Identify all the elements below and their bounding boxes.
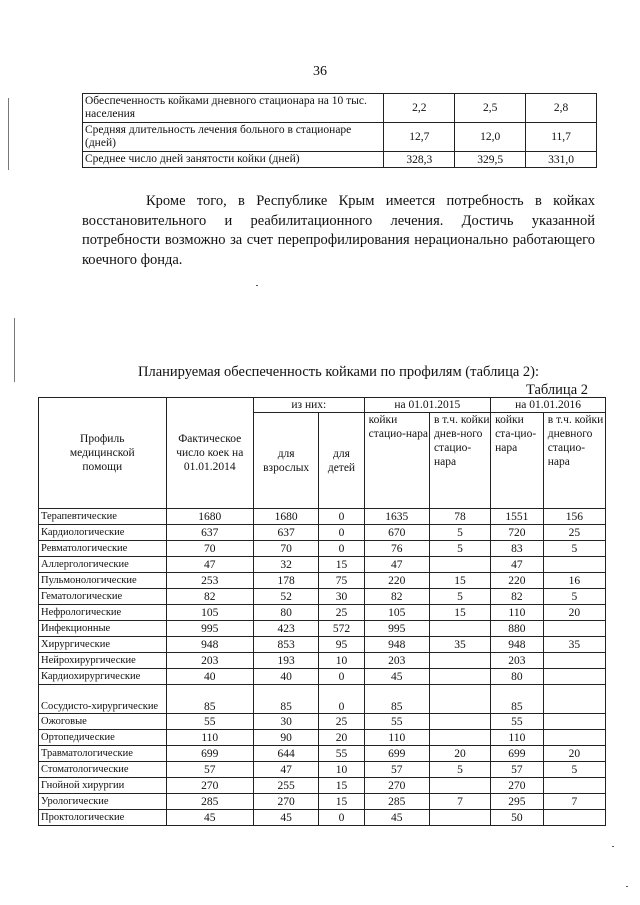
margin-scan-line xyxy=(14,318,15,382)
actual-beds-cell: 110 xyxy=(166,730,253,746)
hosp-2015-cell: 45 xyxy=(364,810,429,826)
day-2016-cell xyxy=(543,778,605,794)
summary-value: 328,3 xyxy=(384,152,455,168)
hosp-2016-cell: 57 xyxy=(491,762,544,778)
adult-beds-cell: 52 xyxy=(253,589,318,605)
day-2015-cell: 5 xyxy=(429,541,490,557)
hosp-2015-cell: 203 xyxy=(364,653,429,669)
day-2015-cell: 15 xyxy=(429,605,490,621)
table-row xyxy=(39,589,606,605)
child-beds-cell: 0 xyxy=(319,669,364,685)
table-row xyxy=(39,746,606,762)
summary-value: 12,7 xyxy=(384,123,455,152)
summary-value: 2,8 xyxy=(526,94,597,123)
actual-beds-cell: 45 xyxy=(166,810,253,826)
child-beds-cell: 572 xyxy=(319,621,364,637)
day-2015-cell: 7 xyxy=(429,794,490,810)
adult-beds-cell: 90 xyxy=(253,730,318,746)
table-row xyxy=(39,685,606,714)
day-2016-cell xyxy=(543,685,605,714)
actual-beds-cell: 82 xyxy=(166,589,253,605)
header-day-beds-2015: в т.ч. койки днев-ного стацио-нара xyxy=(429,413,490,509)
hosp-2016-cell: 1551 xyxy=(491,509,544,525)
actual-beds-cell: 948 xyxy=(166,637,253,653)
profile-cell: Нефрологические xyxy=(39,605,167,621)
table-row xyxy=(39,621,606,637)
adult-beds-cell: 1680 xyxy=(253,509,318,525)
adult-beds-cell: 423 xyxy=(253,621,318,637)
day-2016-cell: 5 xyxy=(543,589,605,605)
day-2016-cell xyxy=(543,669,605,685)
summary-label: Средняя длительность лечения больного в стационаре (дней) xyxy=(83,123,384,152)
hosp-2015-cell: 220 xyxy=(364,573,429,589)
hosp-2016-cell: 203 xyxy=(491,653,544,669)
adult-beds-cell: 255 xyxy=(253,778,318,794)
header-hosp-beds-2016: койки ста-цио-нара xyxy=(491,413,544,509)
day-2015-cell xyxy=(429,810,490,826)
hosp-2016-cell: 110 xyxy=(491,730,544,746)
child-beds-cell: 25 xyxy=(319,605,364,621)
adult-beds-cell: 45 xyxy=(253,810,318,826)
actual-beds-cell: 253 xyxy=(166,573,253,589)
day-2015-cell: 78 xyxy=(429,509,490,525)
day-2015-cell xyxy=(429,730,490,746)
adult-beds-cell: 47 xyxy=(253,762,318,778)
table-row xyxy=(39,653,606,669)
hosp-2015-cell: 1635 xyxy=(364,509,429,525)
hosp-2016-cell: 270 xyxy=(491,778,544,794)
day-2016-cell xyxy=(543,653,605,669)
profile-cell: Травматологические xyxy=(39,746,167,762)
child-beds-cell: 0 xyxy=(319,525,364,541)
day-2016-cell: 156 xyxy=(543,509,605,525)
table-row xyxy=(39,525,606,541)
adult-beds-cell: 40 xyxy=(253,669,318,685)
page-number: 36 xyxy=(313,64,327,79)
hosp-2015-cell: 110 xyxy=(364,730,429,746)
hosp-2015-cell: 55 xyxy=(364,714,429,730)
summary-value: 12,0 xyxy=(455,123,526,152)
profile-cell: Инфекционные xyxy=(39,621,167,637)
hosp-2016-cell: 295 xyxy=(491,794,544,810)
actual-beds-cell: 995 xyxy=(166,621,253,637)
profile-cell: Урологические xyxy=(39,794,167,810)
hosp-2016-cell: 85 xyxy=(491,685,544,714)
hosp-2015-cell: 85 xyxy=(364,685,429,714)
profile-cell: Нейрохирургические xyxy=(39,653,167,669)
hosp-2016-cell: 948 xyxy=(491,637,544,653)
table-row xyxy=(39,762,606,778)
summary-value: 11,7 xyxy=(526,123,597,152)
scan-dot xyxy=(626,886,628,887)
child-beds-cell: 30 xyxy=(319,589,364,605)
hosp-2016-cell: 720 xyxy=(491,525,544,541)
hosp-2016-cell: 83 xyxy=(491,541,544,557)
hosp-2016-cell: 47 xyxy=(491,557,544,573)
hosp-2016-cell: 80 xyxy=(491,669,544,685)
margin-scan-line xyxy=(8,98,9,170)
header-day-beds-2016: в т.ч. койки дневного стацио-нара xyxy=(543,413,605,509)
summary-row xyxy=(83,94,597,123)
adult-beds-cell: 637 xyxy=(253,525,318,541)
hosp-2016-cell: 220 xyxy=(491,573,544,589)
day-2016-cell xyxy=(543,730,605,746)
hosp-2016-cell: 50 xyxy=(491,810,544,826)
summary-value: 331,0 xyxy=(526,152,597,168)
actual-beds-cell: 85 xyxy=(166,685,253,714)
header-actual: Фактическое число коек на 01.01.2014 xyxy=(166,398,253,509)
day-2016-cell: 20 xyxy=(543,746,605,762)
adult-beds-cell: 85 xyxy=(253,685,318,714)
summary-table xyxy=(82,93,597,168)
header-of-which: из них: xyxy=(253,398,364,413)
day-2015-cell xyxy=(429,621,490,637)
summary-value: 329,5 xyxy=(455,152,526,168)
hosp-2015-cell: 995 xyxy=(364,621,429,637)
summary-value: 2,5 xyxy=(455,94,526,123)
day-2016-cell xyxy=(543,621,605,637)
actual-beds-cell: 40 xyxy=(166,669,253,685)
table-row xyxy=(39,778,606,794)
table-row xyxy=(39,557,606,573)
profile-cell: Кардиохирургические xyxy=(39,669,167,685)
hosp-2015-cell: 47 xyxy=(364,557,429,573)
day-2016-cell: 20 xyxy=(543,605,605,621)
adult-beds-cell: 80 xyxy=(253,605,318,621)
child-beds-cell: 15 xyxy=(319,794,364,810)
day-2016-cell xyxy=(543,557,605,573)
day-2015-cell: 5 xyxy=(429,589,490,605)
day-2016-cell: 35 xyxy=(543,637,605,653)
hosp-2016-cell: 82 xyxy=(491,589,544,605)
hosp-2015-cell: 105 xyxy=(364,605,429,621)
profile-cell: Ревматологические xyxy=(39,541,167,557)
adult-beds-cell: 193 xyxy=(253,653,318,669)
hosp-2015-cell: 57 xyxy=(364,762,429,778)
day-2015-cell xyxy=(429,685,490,714)
table-row xyxy=(39,509,606,525)
actual-beds-cell: 105 xyxy=(166,605,253,621)
hosp-2015-cell: 45 xyxy=(364,669,429,685)
day-2015-cell: 15 xyxy=(429,573,490,589)
adult-beds-cell: 270 xyxy=(253,794,318,810)
child-beds-cell: 0 xyxy=(319,685,364,714)
hosp-2015-cell: 270 xyxy=(364,778,429,794)
scan-dot xyxy=(256,285,258,286)
table-row xyxy=(39,605,606,621)
day-2015-cell xyxy=(429,778,490,794)
profile-cell: Гнойной хирургии xyxy=(39,778,167,794)
child-beds-cell: 55 xyxy=(319,746,364,762)
child-beds-cell: 0 xyxy=(319,541,364,557)
table-row xyxy=(39,730,606,746)
actual-beds-cell: 203 xyxy=(166,653,253,669)
day-2016-cell: 5 xyxy=(543,541,605,557)
actual-beds-cell: 270 xyxy=(166,778,253,794)
hosp-2015-cell: 670 xyxy=(364,525,429,541)
adult-beds-cell: 32 xyxy=(253,557,318,573)
day-2015-cell xyxy=(429,557,490,573)
table-row xyxy=(39,810,606,826)
day-2015-cell: 5 xyxy=(429,762,490,778)
table-row xyxy=(39,714,606,730)
child-beds-cell: 95 xyxy=(319,637,364,653)
day-2015-cell: 5 xyxy=(429,525,490,541)
actual-beds-cell: 285 xyxy=(166,794,253,810)
summary-row xyxy=(83,152,597,168)
adult-beds-cell: 644 xyxy=(253,746,318,762)
child-beds-cell: 15 xyxy=(319,778,364,794)
profile-cell: Хирургические xyxy=(39,637,167,653)
scan-dot xyxy=(612,846,614,847)
child-beds-cell: 15 xyxy=(319,557,364,573)
summary-label: Среднее число дней занятости койки (дней) xyxy=(83,152,384,168)
header-2016: на 01.01.2016 xyxy=(491,398,606,413)
profile-cell: Пульмонологические xyxy=(39,573,167,589)
bed-profile-table xyxy=(38,397,606,826)
hosp-2015-cell: 76 xyxy=(364,541,429,557)
header-2015: на 01.01.2015 xyxy=(364,398,490,413)
profile-cell: Проктологические xyxy=(39,810,167,826)
child-beds-cell: 0 xyxy=(319,509,364,525)
profile-cell: Ожоговые xyxy=(39,714,167,730)
profile-cell: Ортопедические xyxy=(39,730,167,746)
hosp-2016-cell: 699 xyxy=(491,746,544,762)
day-2016-cell: 5 xyxy=(543,762,605,778)
adult-beds-cell: 30 xyxy=(253,714,318,730)
child-beds-cell: 10 xyxy=(319,653,364,669)
adult-beds-cell: 70 xyxy=(253,541,318,557)
day-2016-cell xyxy=(543,714,605,730)
hosp-2016-cell: 880 xyxy=(491,621,544,637)
hosp-2016-cell: 110 xyxy=(491,605,544,621)
profile-cell: Сосудисто-хирургические xyxy=(39,685,167,714)
paragraph-text: Кроме того, в Республике Крым имеется потребность в койках восстановительного и реабилитационного лечения. Достичь указанной потребности возможно за счет перепрофилирования нерационально работающего коечного фонда. xyxy=(82,193,595,268)
child-beds-cell: 75 xyxy=(319,573,364,589)
actual-beds-cell: 55 xyxy=(166,714,253,730)
profile-cell: Терапевтические xyxy=(39,509,167,525)
header-adults: для взрослых xyxy=(253,413,318,509)
day-2016-cell: 25 xyxy=(543,525,605,541)
actual-beds-cell: 699 xyxy=(166,746,253,762)
summary-label: Обеспеченность койками дневного стационара на 10 тыс. населения xyxy=(83,94,384,123)
header-children: для детей xyxy=(319,413,364,509)
child-beds-cell: 0 xyxy=(319,810,364,826)
profile-cell: Гематологические xyxy=(39,589,167,605)
adult-beds-cell: 853 xyxy=(253,637,318,653)
actual-beds-cell: 1680 xyxy=(166,509,253,525)
day-2015-cell xyxy=(429,669,490,685)
hosp-2015-cell: 948 xyxy=(364,637,429,653)
actual-beds-cell: 47 xyxy=(166,557,253,573)
table-row xyxy=(39,794,606,810)
table-row xyxy=(39,637,606,653)
day-2015-cell xyxy=(429,653,490,669)
day-2015-cell xyxy=(429,714,490,730)
summary-row xyxy=(83,123,597,152)
header-hosp-beds-2015: койки стацио-нара xyxy=(364,413,429,509)
header-profile: Профиль медицинской помощи xyxy=(39,398,167,509)
profile-cell: Кардиологические xyxy=(39,525,167,541)
child-beds-cell: 20 xyxy=(319,730,364,746)
hosp-2016-cell: 55 xyxy=(491,714,544,730)
actual-beds-cell: 637 xyxy=(166,525,253,541)
hosp-2015-cell: 699 xyxy=(364,746,429,762)
table-row xyxy=(39,669,606,685)
day-2016-cell xyxy=(543,810,605,826)
child-beds-cell: 10 xyxy=(319,762,364,778)
hosp-2015-cell: 285 xyxy=(364,794,429,810)
summary-value: 2,2 xyxy=(384,94,455,123)
profile-cell: Стоматологические xyxy=(39,762,167,778)
actual-beds-cell: 57 xyxy=(166,762,253,778)
profile-cell: Аллергологические xyxy=(39,557,167,573)
actual-beds-cell: 70 xyxy=(166,541,253,557)
table-label: Таблица 2 xyxy=(525,382,588,398)
day-2015-cell: 35 xyxy=(429,637,490,653)
day-2016-cell: 16 xyxy=(543,573,605,589)
day-2015-cell: 20 xyxy=(429,746,490,762)
section-title: Планируемая обеспеченность койками по профилям (таблица 2): xyxy=(137,364,539,380)
hosp-2015-cell: 82 xyxy=(364,589,429,605)
table-row xyxy=(39,573,606,589)
day-2016-cell: 7 xyxy=(543,794,605,810)
table-row xyxy=(39,541,606,557)
adult-beds-cell: 178 xyxy=(253,573,318,589)
child-beds-cell: 25 xyxy=(319,714,364,730)
